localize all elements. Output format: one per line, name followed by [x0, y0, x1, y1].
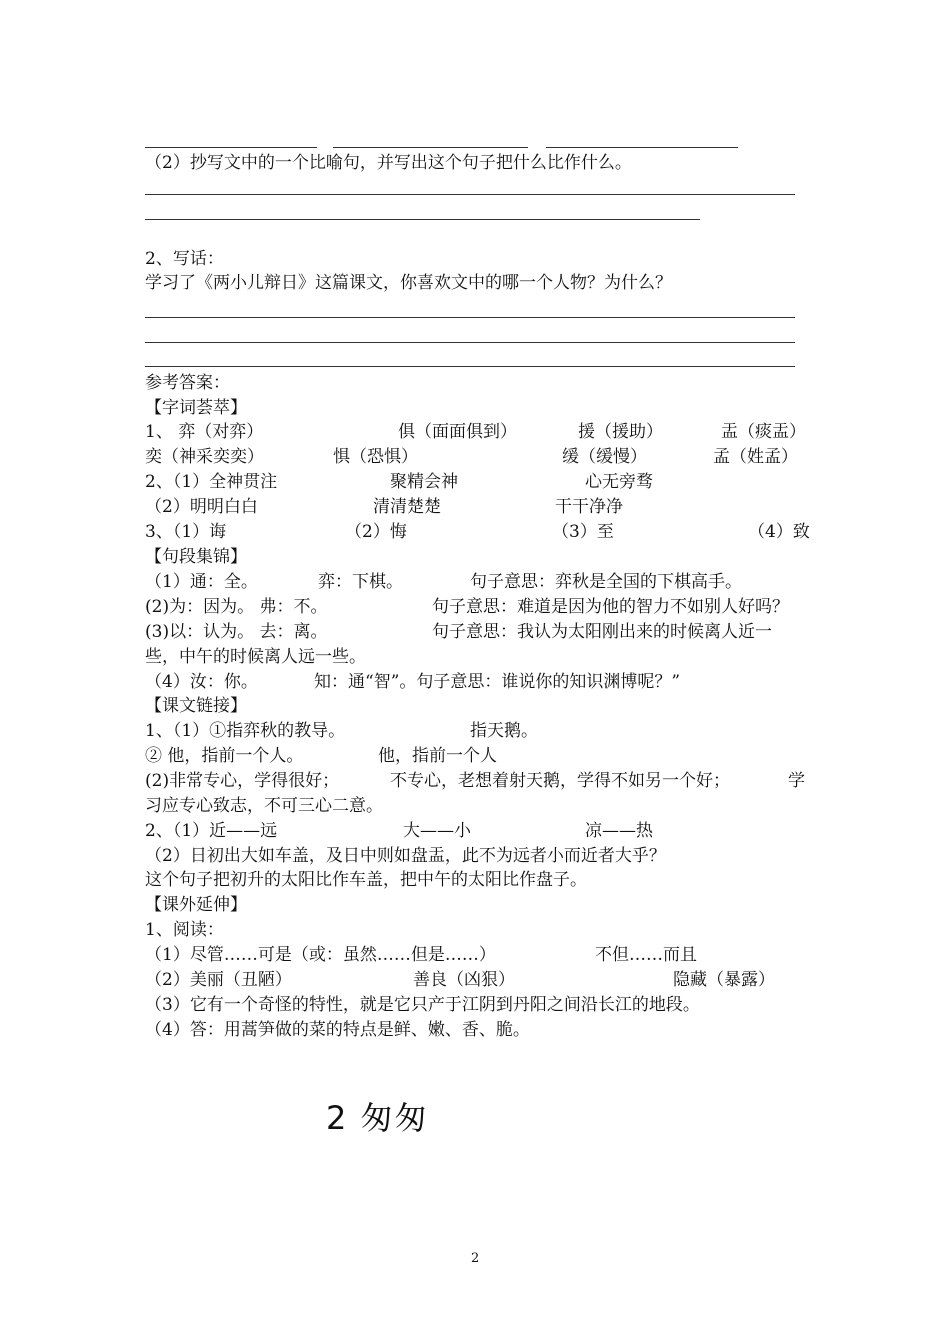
answer-text: （3）至	[552, 522, 614, 542]
section-heading: 【课文链接】	[145, 696, 247, 716]
answer-text: 奕（神采奕奕）	[145, 447, 264, 467]
answer-text: 心无旁骛	[585, 472, 653, 492]
section-heading: 【字词荟萃】	[145, 398, 247, 418]
answer-text: 缓（缓慢）	[562, 447, 647, 467]
answer-text: 干干净净	[555, 497, 623, 517]
answer-text: 这个句子把初升的太阳比作车盖，把中午的太阳比作盘子。	[145, 870, 587, 890]
answer-blank	[145, 219, 700, 220]
answer-text: 1、阅读：	[145, 920, 224, 940]
answer-text: 1、 弈（对弈）	[145, 422, 264, 442]
question-copy-simile: （2）抄写文中的一个比喻句，并写出这个句子把什么比作什么。	[145, 153, 632, 173]
answer-text: （4）汝：你。	[145, 672, 258, 692]
answer-text: 俱（面面俱到）	[398, 422, 517, 442]
answer-blank	[145, 194, 795, 195]
answer-text: （2）日初出大如车盖，及日中则如盘盂，此不为远者小而近者大乎？	[145, 846, 666, 866]
answer-text: 指天鹅。	[470, 721, 538, 741]
answer-text: 不专心，老想着射天鹅，学得不如另一个好；	[390, 771, 730, 791]
chapter-title: 2 匆匆	[326, 1099, 429, 1137]
answer-text: 句子意思：弈秋是全国的下棋高手。	[470, 572, 742, 592]
answer-text: 聚精会神	[390, 472, 458, 492]
answer-text: 清清楚楚	[373, 497, 441, 517]
answer-blank	[546, 147, 738, 148]
answer-text: 大——小	[403, 821, 471, 841]
writing-prompt: 学习了《两小儿辩日》这篇课文，你喜欢文中的哪一个人物？为什么？	[145, 273, 672, 293]
answer-text: 3、（1）诲	[145, 522, 227, 542]
answer-blank	[145, 366, 795, 367]
answer-text: （4）致	[748, 522, 810, 542]
section-heading: 【句段集锦】	[145, 547, 247, 567]
answer-blank	[145, 147, 317, 148]
answer-text: (2)非常专心，学得很好；	[145, 771, 340, 791]
answer-text: 惧（恐惧）	[333, 447, 418, 467]
answer-blank	[145, 342, 795, 343]
answer-text: 学	[788, 771, 805, 791]
answer-text: 善良（凶狠）	[413, 970, 515, 990]
answer-text: 知：通“智”。句子意思：谁说你的知识渊博呢？”	[314, 672, 681, 692]
answer-text: 1、（1）①指弈秋的教导。	[145, 721, 346, 741]
answer-text: 习应专心致志，不可三心二意。	[145, 796, 383, 816]
answer-text: 些，中午的时候离人远一些。	[145, 647, 366, 667]
answer-text: 不但……而且	[595, 945, 697, 965]
answers-heading: 参考答案：	[145, 373, 230, 393]
answer-text: 句子意思：我认为太阳刚出来的时候离人近一	[432, 622, 772, 642]
page-number: 2	[471, 1251, 480, 1266]
answer-text: （4）答：用蒿笋做的菜的特点是鲜、嫩、香、脆。	[145, 1020, 530, 1040]
answer-text: 凉——热	[585, 821, 653, 841]
answer-text: 他，指前一个人	[378, 746, 497, 766]
answer-text: (3)以：认为。 去：离。	[145, 622, 328, 642]
answer-blank	[145, 317, 795, 318]
answer-text: （3）它有一个奇怪的特性，就是它只产于江阴到丹阳之间沿长江的地段。	[145, 995, 700, 1015]
answer-text: （1）尽管……可是（或：虽然……但是……）	[145, 945, 496, 965]
answer-text: (2)为：因为。 弗：不。	[145, 597, 328, 617]
answer-text: 句子意思：难道是因为他的智力不如别人好吗？	[432, 597, 789, 617]
section-heading: 【课外延伸】	[145, 895, 247, 915]
answer-text: 2、（1）全神贯注	[145, 472, 278, 492]
answer-text: 盂（痰盂）	[721, 422, 806, 442]
answer-text: （2）美丽（丑陋）	[145, 970, 292, 990]
answer-text: （2）悔	[345, 522, 407, 542]
answer-text: 弈：下棋。	[318, 572, 403, 592]
answer-text: （1）通：全。	[145, 572, 258, 592]
answer-text: 援（援助）	[578, 422, 663, 442]
answer-text: 2、（1）近——远	[145, 821, 278, 841]
answer-text: 隐藏（暴露）	[673, 970, 775, 990]
answer-text: 孟（姓孟）	[713, 447, 798, 467]
answer-text: ② 他，指前一个人。	[145, 746, 304, 766]
answer-text: （2）明明白白	[145, 497, 258, 517]
answer-blank	[333, 147, 528, 148]
writing-heading: 2、写话：	[145, 249, 224, 269]
